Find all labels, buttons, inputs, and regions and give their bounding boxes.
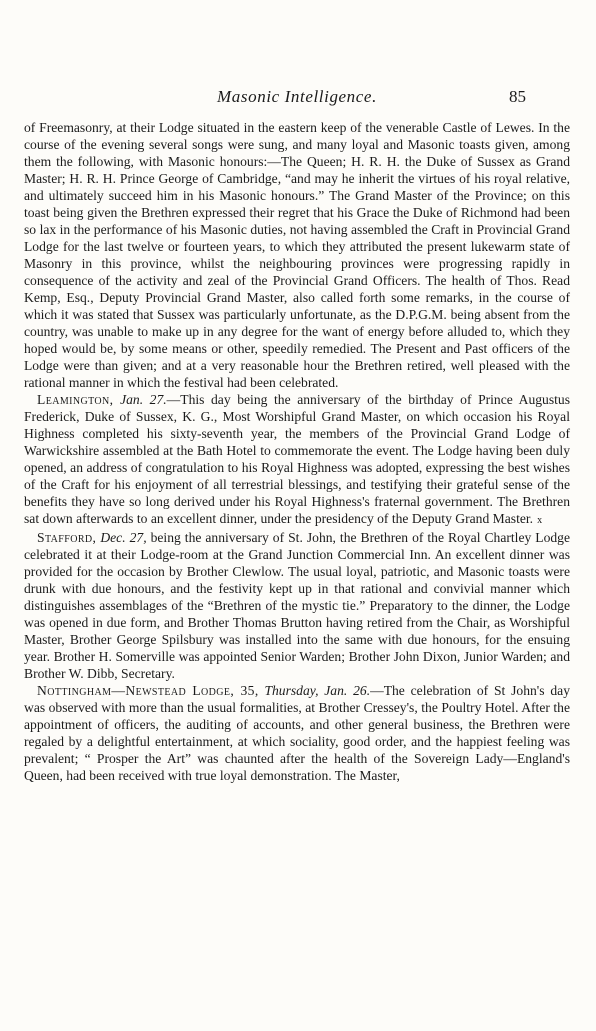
paragraph-lewes-continued (24, 119, 570, 391)
running-title: Masonic Intelligence. (217, 87, 377, 106)
date-nottingham: Thursday, Jan. 26. (264, 683, 371, 698)
place-heading-nottingham: Nottingham—Newstead Lodge, 35, (37, 683, 259, 698)
margin-mark: x (537, 515, 543, 526)
paragraph-text: —The celebration of St John's day was observed with more than the usual formalities, at Brother Cressey's, the Poultry Hotel. After the appointment of officers, the auditing of accounts, and other general business, the Brethren were regaled by a delightful entertainment, at which sociality, good order, and the happiest feeling was prevalent; “ Prosper the Art” was chaunted after the health of the Sovereign Lady—England's Queen, had been received with true loyal demonstration. The Master, (24, 683, 570, 783)
paragraph-text: —This day being the anniversary of the birthday of Prince Augustus Frederick, Duke of Sussex, K. G., Most Worshipful Grand Master, on which occasion his Royal Highness completed his sixty-seventh year, the members of the Provincial Grand Lodge of Warwickshire assembled at the Bath Hotel to commemorate the event. The Lodge having been duly opened, an address of congratulation to his Royal Highness was adopted, expressing the best wishes of the Craft for his enjoyment of all terrestrial blessings, and testifying their grateful sense of the benefits they have so long derived under his Royal Highness's fraternal government. The Brethren sat down afterwards to an excellent dinner, under the presidency of the Deputy Grand Master. (24, 392, 570, 526)
place-heading-leamington: Leamington, (37, 392, 114, 407)
paragraph-text: of Freemasonry, at their Lodge situated in the eastern keep of the venerable Castle of Lewes. In the course of the evening several songs were sung, and many loyal and Masonic toasts given, among them the following, with Masonic honours:—The Queen; H. R. H. the Duke of Sussex as Grand Master; H. R. H. Prince George of Cambridge, “and may he inherit the virtues of his royal relative, and ultimately succeed him in his Masonic honours.” The Grand Master of the Province; on this toast being given the Brethren expressed their regret that his Grace the Duke of Richmond had been so lax in the performance of his Masonic duties, not having assembled the Craft in Provincial Grand Lodge for the last twelve or fourteen years, to which they attributed the present lukewarm state of Masonry in this province, whilst the neighbouring provinces were progressing rapidly in consequence of the activity and zeal of the Provincial Grand Officers. The health of Thos. Read Kemp, Esq., Deputy Provincial Grand Master, also called forth some remarks, in the course of which it was stated that Sussex was particularly unfortunate, as the D.P.G.M. being absent from the country, was unable to make up in any degree for the want of energy before alluded to, which they hoped would be, by some means or other, speedily remedied. The Present and Past officers of the Lodge were than given; and at a very reasonable hour the Brethren retired, well pleased with the rational manner in which the festival had been celebrated. (24, 120, 570, 390)
running-head (24, 87, 570, 109)
body-text (24, 119, 570, 784)
paragraph-leamington (24, 391, 570, 529)
date-stafford: Dec. 27, (100, 530, 147, 545)
page-number: 85 (509, 87, 526, 106)
place-heading-stafford: Stafford, (37, 530, 97, 545)
paragraph-stafford (24, 529, 570, 682)
date-leamington: Jan. 27. (120, 392, 167, 407)
paragraph-text: being the anniversary of St. John, the Brethren of the Royal Chartley Lodge celebrated it at their Lodge-room at the Grand Junction Commercial Inn. An excellent dinner was provided for the occasion by Brother Clewlow. The usual loyal, patriotic, and Masonic toasts were drunk with due honours, and the festivity kept up in that rational and convivial manner which distinguishes assemblages of the “Brethren of the mystic tie.” Preparatory to the dinner, the Lodge was opened in due form, and Brother Thomas Brutton having retired from the Chair, as Worshipful Master, Brother George Spilsbury was installed into the same with due honours, for the ensuing year. Brother H. Somerville was appointed Senior Warden; Brother John Dixon, Junior Warden; and Brother W. Dibb, Secretary. (24, 530, 570, 681)
paragraph-nottingham (24, 682, 570, 784)
